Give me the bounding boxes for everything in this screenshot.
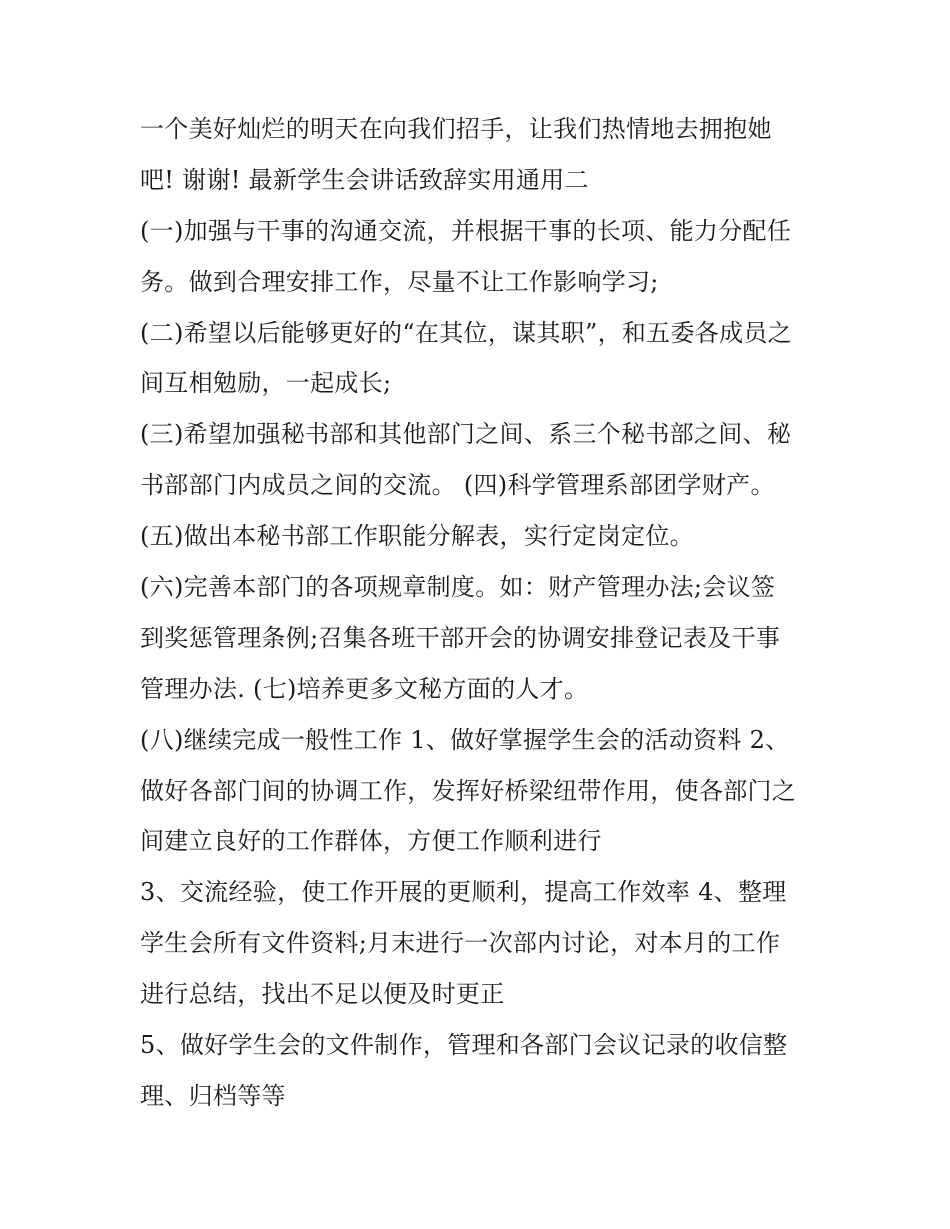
text-line: 间互相勉励，一起成长;	[140, 369, 392, 398]
text-line: 做好各部门间的协调工作，发挥好桥梁纽带作用，使各部门之	[140, 776, 797, 805]
text-line: 3、交流经验，使工作开展的更顺利，提高工作效率 4、整理	[140, 878, 787, 907]
text-line: 管理办法. (七)培养更多文秘方面的人才。	[140, 674, 589, 703]
text-line: 吧! 谢谢! 最新学生会讲话致辞实用通用二	[140, 165, 589, 194]
text-line: (八)继续完成一般性工作 1、做好掌握学生会的活动资料 2、	[140, 725, 790, 754]
text-line: 学生会所有文件资料;月末进行一次部内讨论，对本月的工作	[140, 929, 781, 958]
text-line: 一个美好灿烂的明天在向我们招手，让我们热情地去拥抱她	[140, 115, 772, 143]
text-line: 务。做到合理安排工作，尽量不让工作影响学习;	[140, 267, 659, 296]
text-line: 到奖惩管理条例;召集各班干部开会的协调安排登记表及干事	[140, 623, 781, 652]
text-line: 5、做好学生会的文件制作，管理和各部门会议记录的收信整	[140, 1031, 788, 1060]
text-line: (三)希望加强秘书部和其他部门之间、系三个秘书部之间、秘	[140, 420, 792, 449]
text-line: 间建立良好的工作群体，方便工作顺利进行	[140, 827, 602, 856]
text-line: 进行总结，找出不足以便及时更正	[140, 980, 505, 1009]
text-line: (一)加强与干事的沟通交流，并根据干事的长项、能力分配任	[140, 216, 792, 245]
text-line: (六)完善本部门的各项规章制度。如：财产管理办法;会议签	[140, 573, 776, 602]
text-line: (五)做出本秘书部工作职能分解表，实行定岗定位。	[140, 522, 694, 551]
body-text	[140, 104, 830, 1122]
text-line: 书部部门内成员之间的交流。 (四)科学管理系部团学财产。	[140, 471, 775, 500]
text-line: (二)希望以后能够更好的“在其位，谋其职”，和五委各成员之	[140, 318, 792, 347]
text-line: 理、归档等等	[140, 1081, 286, 1110]
